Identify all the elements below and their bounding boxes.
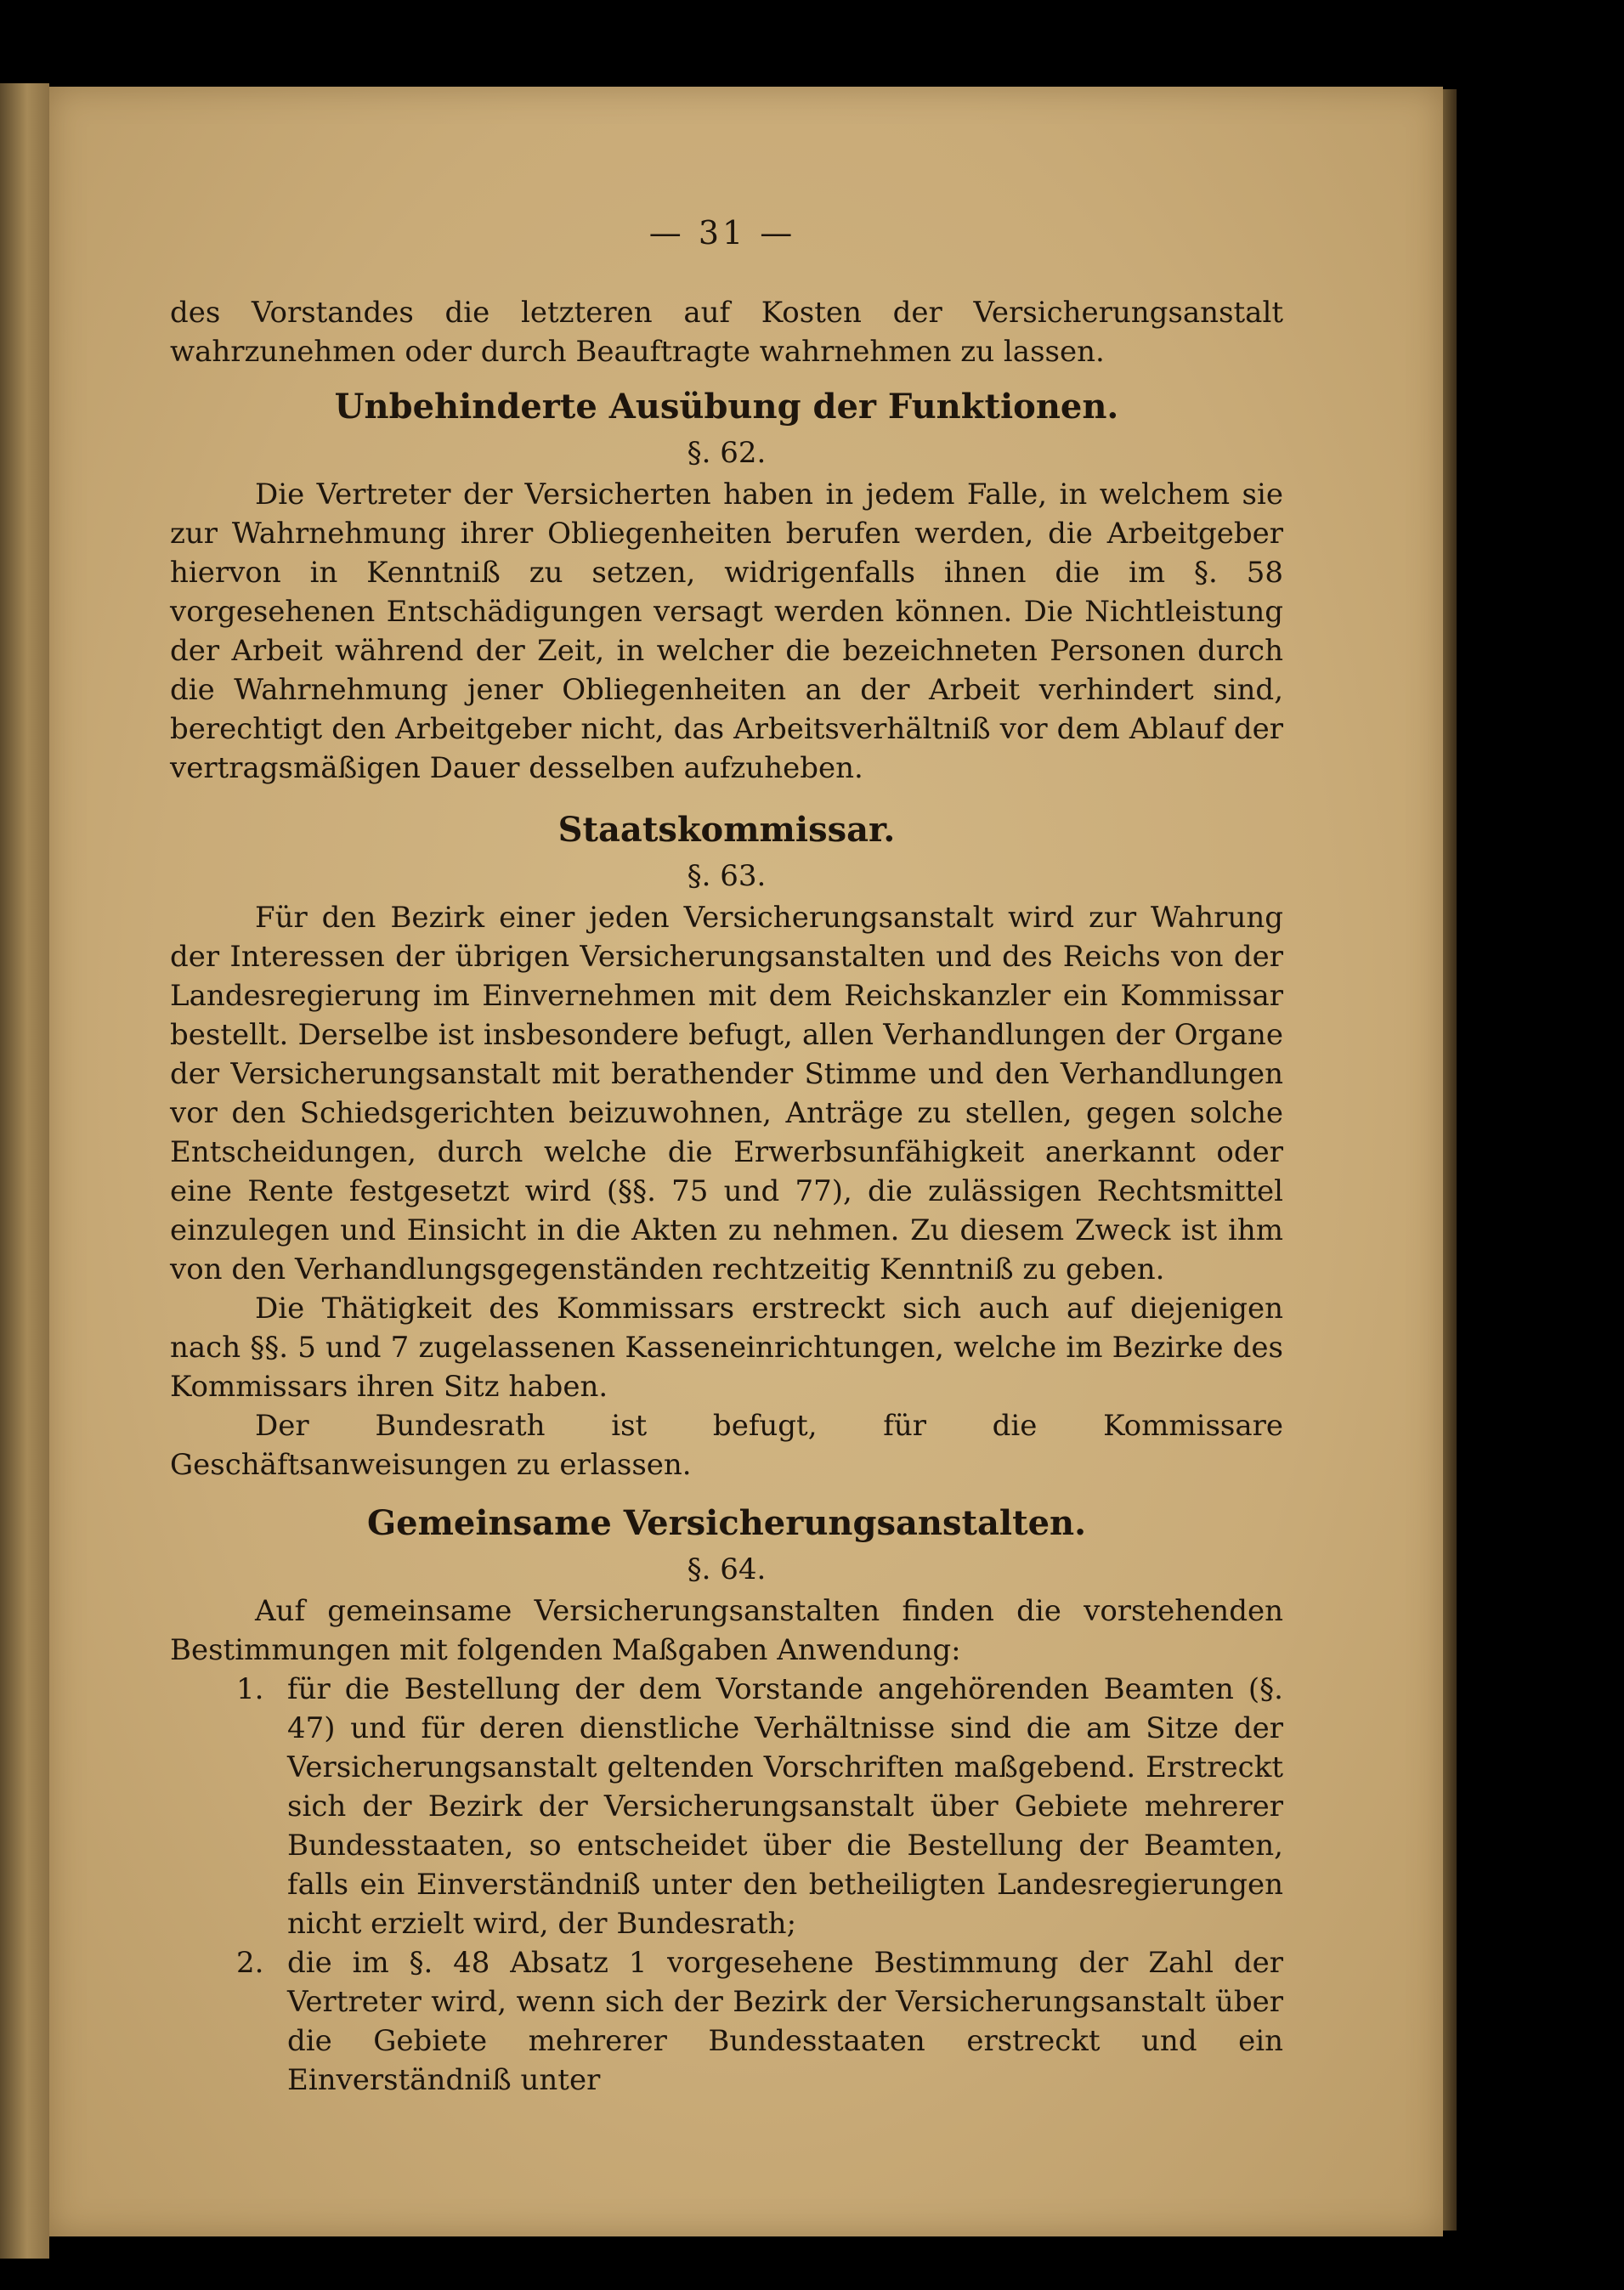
paragraph-63-2: Die Thätigkeit des Kommissars erstreckt sich auch auf diejenigen nach §§. 5 und 7 zugelassenen Kasseneinrichtungen, welche im Bezirke des Kommissars ihren Sitz haben. [170, 1292, 1283, 1404]
list-number: 2. [236, 1946, 264, 1980]
paragraph-63-1: Für den Bezirk einer jeden Versicherungsanstalt wird zur Wahrung der Interessen der übrigen Versicherungsanstalten und des Reichs von der Landesregierung im Einvernehmen mit dem Reichskanzler ein Kommissar bestellt. Derselbe ist insbesondere befugt, allen Verhandlungen der Organe der Versicherungsanstalt mit berathender Stimme und den Verhandlungen vor den Schiedsgerichten beizuwohnen, Anträge zu stellen, gegen solche Entscheidungen, durch welche die Erwerbsunfähigkeit anerkannt oder eine Rente festgesetzt wird (§§. 75 und 77), die zulässigen Rechtsmittel einzulegen und Einsicht in die Akten zu nehmen. Zu diesem Zweck ist ihm von den Verhandlungsgegenständen rechtzeitig Kenntniß zu geben. [170, 901, 1283, 1286]
section-number-63: §. 63. [687, 859, 767, 893]
section-number-62: §. 62. [687, 436, 767, 470]
page-number: — 31 — [648, 214, 796, 252]
section-heading-62: Unbehinderte Ausübung der Funktionen. [334, 387, 1119, 427]
paragraph-62-1: Die Vertreter der Versicherten haben in jedem Falle, in welchem sie zur Wahrnehmung ihrer Obliegenheiten berufen werden, die Arbeitgeber hiervon in Kenntniß zu setzen, widrigenfalls ihnen die im §. 58 vorgesehenen Entschädigungen versagt werden können. Die Nichtleistung der Arbeit während der Zeit, in welcher die bezeichneten Personen durch die Wahrnehmung jener Obliegenheiten an der Arbeit verhindert sind, berechtigt den Arbeitgeber nicht, das Arbeitsverhältniß vor dem Ablauf der vertragsmäßigen Dauer desselben aufzuheben. [170, 478, 1283, 785]
section-heading-63: Staatskommissar. [557, 810, 896, 850]
right-page-edge [1443, 89, 1457, 2231]
left-page-edge [0, 83, 49, 2259]
paragraph-64-1: Auf gemeinsame Versicherungsanstalten finden die vorstehenden Bestimmungen mit folgenden Maßgaben Anwendung: [170, 1594, 1283, 1667]
list-item-2 [170, 1943, 1283, 2100]
page-text [170, 293, 1283, 2100]
list-number: 1. [236, 1672, 264, 1706]
list-text: für die Bestellung der dem Vorstande angehörenden Beamten (§. 47) und für deren dienstliche Verhältnisse sind die am Sitze der Versicherungsanstalt geltenden Vorschriften maßgebend. Erstreckt sich der Bezirk der Versicherungsanstalt über Gebiete mehrerer Bundesstaaten, so entscheidet über die Bestellung der Beamten, falls ein Einverständniß unter den betheiligten Landesregierungen nicht erzielt wird, der Bundesrath; [287, 1672, 1283, 1941]
list-item-1 [170, 1670, 1283, 1943]
list-text: die im §. 48 Absatz 1 vorgesehene Bestimmung der Zahl der Vertreter wird, wenn sich der Bezirk der Versicherungsanstalt über die Gebiete mehrerer Bundesstaaten erstreckt und ein Einverständniß unter [287, 1946, 1283, 2097]
intro-paragraph: des Vorstandes die letzteren auf Kosten der Versicherungsanstalt wahrzunehmen oder durch Beauftragte wahrnehmen zu lassen. [170, 296, 1283, 369]
section-heading-64: Gemeinsame Versicherungsanstalten. [366, 1503, 1087, 1543]
section-number-64: §. 64. [687, 1552, 767, 1586]
paragraph-63-3: Der Bundesrath ist befugt, für die Kommissare Geschäftsanweisungen zu erlassen. [170, 1409, 1283, 1482]
